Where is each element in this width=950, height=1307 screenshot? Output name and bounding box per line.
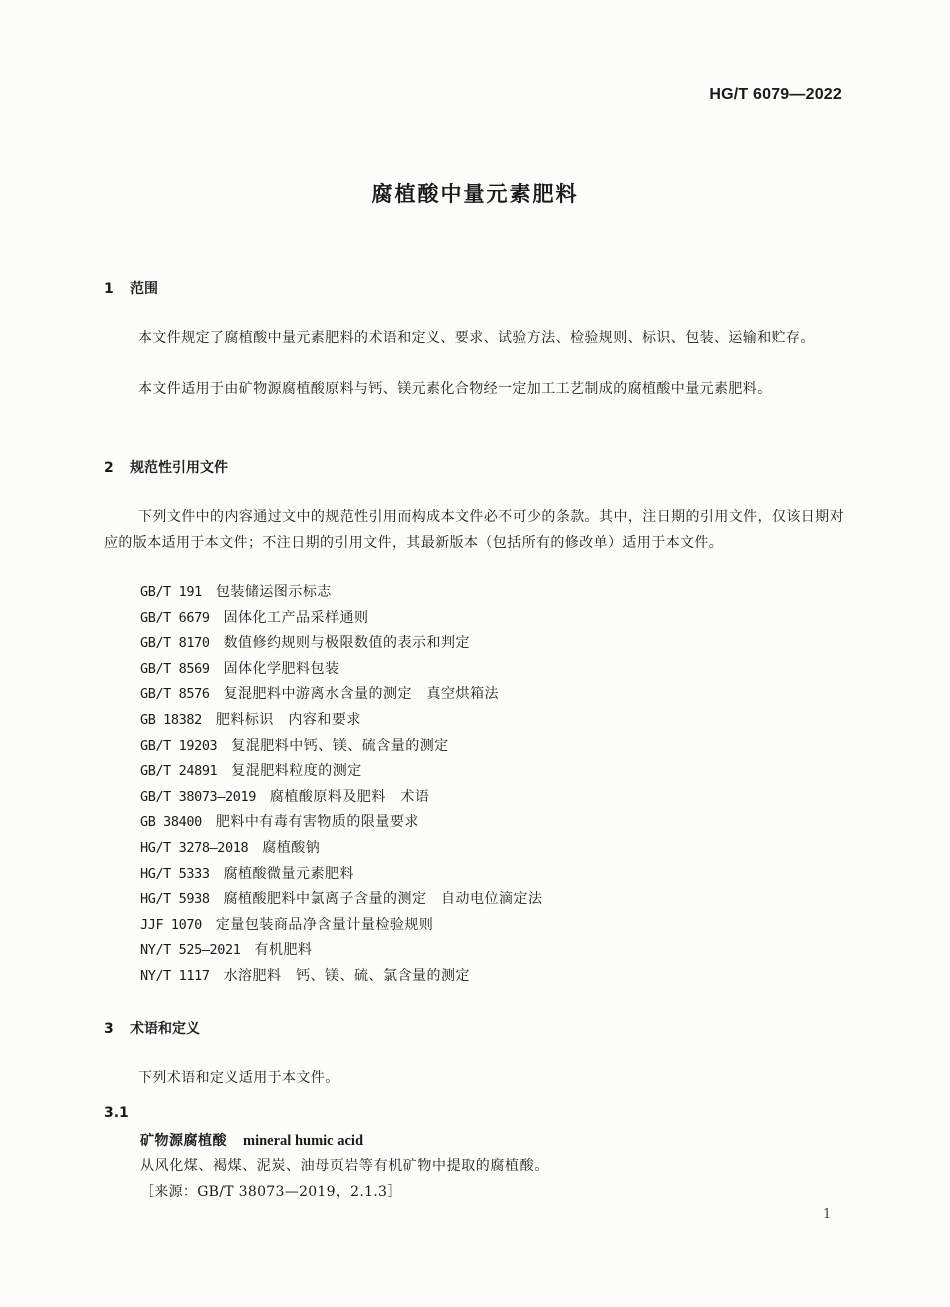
reference-item xyxy=(140,759,543,785)
reference-code: HG/T 3278—2018 xyxy=(140,839,249,856)
section-3-heading xyxy=(104,1018,200,1038)
section-title: 规范性引用文件 xyxy=(130,460,228,476)
reference-code: GB/T 8170 xyxy=(140,635,210,652)
section-title: 术语和定义 xyxy=(130,1021,200,1037)
term-source: ［来源：GB/T 38073—2019，2.1.3］ xyxy=(140,1184,402,1200)
reference-title: 肥料中有毒有害物质的限量要求 xyxy=(215,814,419,831)
reference-code: NY/T 1117 xyxy=(140,967,210,984)
reference-code: GB 38400 xyxy=(140,814,202,831)
reference-item xyxy=(140,580,543,606)
reference-list xyxy=(140,580,543,990)
section-number: 1 xyxy=(104,281,114,297)
reference-item xyxy=(140,810,543,836)
reference-title: 复混肥料中游离水含量的测定 真空烘箱法 xyxy=(223,686,500,703)
section-title: 范围 xyxy=(130,281,158,297)
reference-code: HG/T 5938 xyxy=(140,891,210,908)
reference-item xyxy=(140,682,543,708)
reference-item xyxy=(140,913,543,939)
reference-item xyxy=(140,862,543,888)
references-intro: 下列文件中的内容通过文中的规范性引用而构成本文件必不可少的条款。其中，注日期的引用文件，仅该日期对应的版本适用于本文件；不注日期的引用文件，其最新版本（包括所有的修改单）适用于本文件。 xyxy=(104,509,844,551)
reference-item xyxy=(140,631,543,657)
reference-item xyxy=(140,938,543,964)
reference-title: 数值修约规则与极限数值的表示和判定 xyxy=(223,635,471,652)
reference-item xyxy=(140,836,543,862)
reference-item xyxy=(140,785,543,811)
term-chinese: 矿物源腐植酸 xyxy=(140,1133,227,1149)
reference-code: GB/T 8569 xyxy=(140,660,210,677)
section-2-heading xyxy=(104,457,228,477)
reference-title: 复混肥料中钙、镁、硫含量的测定 xyxy=(231,737,449,754)
section-number: 2 xyxy=(104,460,114,476)
reference-item xyxy=(140,606,543,632)
reference-code: GB 18382 xyxy=(140,711,202,728)
terms-intro: 下列术语和定义适用于本文件。 xyxy=(138,1070,340,1086)
reference-code: HG/T 5333 xyxy=(140,865,210,882)
scope-paragraph-1: 本文件规定了腐植酸中量元素肥料的术语和定义、要求、试验方法、检验规则、标识、包装、运输和贮存。 xyxy=(138,330,815,346)
reference-code: GB/T 19203 xyxy=(140,737,218,754)
standard-number: HG/T 6079—2022 xyxy=(709,86,842,103)
reference-title: 水溶肥料 钙、镁、硫、氯含量的测定 xyxy=(223,967,471,984)
reference-title: 定量包装商品净含量计量检验规则 xyxy=(215,916,434,933)
reference-title: 固体化工产品采样通则 xyxy=(223,609,369,626)
section-1-heading xyxy=(104,278,158,298)
scope-paragraph-2: 本文件适用于由矿物源腐植酸原料与钙、镁元素化合物经一定加工工艺制成的腐植酸中量元素肥料。 xyxy=(138,381,772,397)
reference-code: NY/T 525—2021 xyxy=(140,942,241,959)
reference-code: JJF 1070 xyxy=(140,916,202,933)
reference-code: GB/T 191 xyxy=(140,584,202,600)
term-definition: 从风化煤、褐煤、泥炭、油母页岩等有机矿物中提取的腐植酸。 xyxy=(140,1158,549,1174)
document-title: 腐植酸中量元素肥料 xyxy=(371,182,579,206)
reference-code: GB/T 38073—2019 xyxy=(140,788,256,805)
reference-code: GB/T 8576 xyxy=(140,686,210,703)
reference-title: 包装储运图示标志 xyxy=(215,584,332,600)
reference-title: 腐植酸钠 xyxy=(262,839,321,856)
reference-title: 有机肥料 xyxy=(254,942,313,959)
term-heading xyxy=(140,1130,363,1150)
reference-title: 腐植酸原料及肥料 术语 xyxy=(269,788,430,805)
reference-code: GB/T 24891 xyxy=(140,763,218,780)
reference-title: 复混肥料粒度的测定 xyxy=(231,763,362,780)
term-english: mineral humic acid xyxy=(243,1133,364,1149)
page-number: 1 xyxy=(823,1207,832,1222)
reference-title: 腐植酸微量元素肥料 xyxy=(223,865,355,882)
reference-title: 肥料标识 内容和要求 xyxy=(215,711,361,728)
reference-item xyxy=(140,734,543,760)
reference-title: 腐植酸肥料中氯离子含量的测定 自动电位滴定法 xyxy=(223,891,543,908)
term-number: 3.1 xyxy=(104,1105,129,1121)
reference-item xyxy=(140,887,543,913)
reference-item xyxy=(140,964,543,990)
reference-item xyxy=(140,657,543,683)
section-number: 3 xyxy=(104,1021,114,1037)
reference-item xyxy=(140,708,543,734)
reference-title: 固体化学肥料包装 xyxy=(223,660,340,677)
reference-code: GB/T 6679 xyxy=(140,609,210,626)
